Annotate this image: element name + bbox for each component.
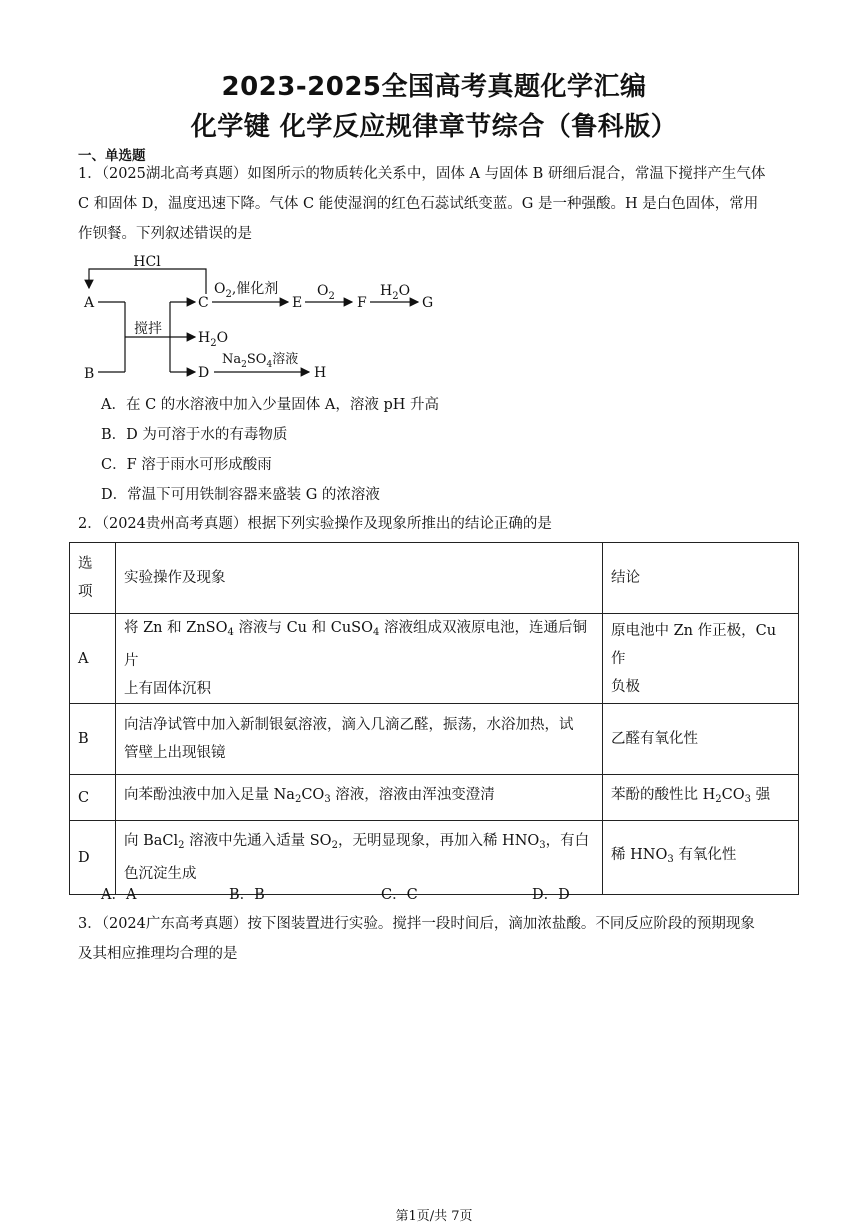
table-row (70, 704, 799, 775)
row-option: C (70, 775, 116, 821)
row-option: A (70, 614, 116, 704)
node-h: H (314, 365, 327, 381)
q2-option-a[interactable]: A．A (101, 887, 137, 903)
q2-option-b[interactable]: B．B (229, 887, 265, 903)
q1-line-3: 作钡餐。下列叙述错误的是 (78, 226, 252, 242)
row-option: D (70, 821, 116, 895)
node-f: F (357, 295, 367, 311)
row-conclusion: 乙醛有氧化性 (603, 704, 799, 775)
header-operation: 实验操作及现象 (116, 543, 603, 614)
header-conclusion: 结论 (603, 543, 799, 614)
q2-stem: 2．（2024贵州高考真题）根据下列实验操作及现象所推出的结论正确的是 (78, 516, 552, 532)
label-o2-catalyst: $O_2$,催化剂 (214, 281, 279, 300)
q1-option-a[interactable]: A．在 C 的水溶液中加入少量固体 A，溶液 pH 升高 (101, 397, 440, 413)
node-b: B (84, 366, 95, 382)
node-g: G (422, 295, 434, 311)
q2-option-d[interactable]: D．D (532, 887, 570, 903)
q3-line-2: 及其相应推理均合理的是 (78, 946, 238, 962)
section-heading: 一、单选题 (78, 148, 146, 164)
q1-option-c[interactable]: C．F 溶于雨水可形成酸雨 (101, 457, 272, 473)
row-conclusion: 稀 $HNO_3$ 有氧化性 (603, 821, 799, 895)
q1-option-d[interactable]: D．常温下可用铁制容器来盛装 G 的浓溶液 (101, 487, 380, 503)
label-h2o: $H_2O$ (380, 283, 411, 302)
node-d: D (198, 365, 210, 381)
row-operation: 向苯酚浊液中加入足量 $Na_2CO_3$ 溶液，溶液由浑浊变澄清 (116, 775, 603, 821)
q2-table (69, 542, 799, 895)
q3-line-1: 3．（2024广东高考真题）按下图装置进行实验。搅拌一段时间后，滴加浓盐酸。不同反应阶段的预期现象 (78, 916, 755, 932)
node-a: A (84, 295, 95, 311)
label-hcl: HCl (133, 254, 161, 270)
label-o2: $O_2$ (317, 283, 335, 302)
table-header-row (70, 543, 799, 614)
q1-line-1: 1．（2025湖北高考真题）如图所示的物质转化关系中，固体 A 与固体 B 研细后混合，常温下搅拌产生气体 (78, 166, 766, 182)
row-conclusion: 苯酚的酸性比 $H_2CO_3$ 强 (603, 775, 799, 821)
page-subtitle: 化学键 化学反应规律章节综合（鲁科版） (190, 112, 678, 142)
node-c: C (198, 295, 209, 311)
label-stir: 搅拌 (134, 321, 162, 337)
row-operation: 向 BaCl$_2$ 溶液中先通入适量 $SO_2$，无明显现象，再加入稀 $HNO_3$，有白 色沉淀生成 (116, 821, 603, 895)
table-row (70, 775, 799, 821)
q2-option-c[interactable]: C．C (381, 887, 418, 903)
page-footer: 第1页/共 7页 (395, 1209, 473, 1224)
q1-line-2: C 和固体 D，温度迅速下降。气体 C 能使湿润的红色石蕊试纸变蓝。G 是一种强酸。H 是白色固体，常用 (78, 196, 759, 212)
label-na2so4: $Na_2SO_4$溶液 (222, 352, 299, 370)
product-h2o: $H_2O$ (198, 330, 229, 349)
table-row (70, 821, 799, 895)
q1-option-b[interactable]: B．D 为可溶于水的有毒物质 (101, 427, 288, 443)
header-option: 选 项 (70, 543, 116, 614)
row-option: B (70, 704, 116, 775)
row-operation: 向洁净试管中加入新制银氨溶液，滴入几滴乙醛，振荡，水浴加热，试 管壁上出现银镜 (116, 704, 603, 775)
page-title: 2023-2025全国高考真题化学汇编 (221, 72, 647, 102)
node-e: E (292, 295, 303, 311)
q1-transformation-diagram (0, 0, 868, 400)
table-row (70, 614, 799, 704)
row-operation: 将 Zn 和 ZnSO$_4$ 溶液与 Cu 和 CuSO$_4$ 溶液组成双液原电池，连通后铜片 上有固体沉积 (116, 614, 603, 704)
row-conclusion: 原电池中 Zn 作正极，Cu 作 负极 (603, 614, 799, 704)
